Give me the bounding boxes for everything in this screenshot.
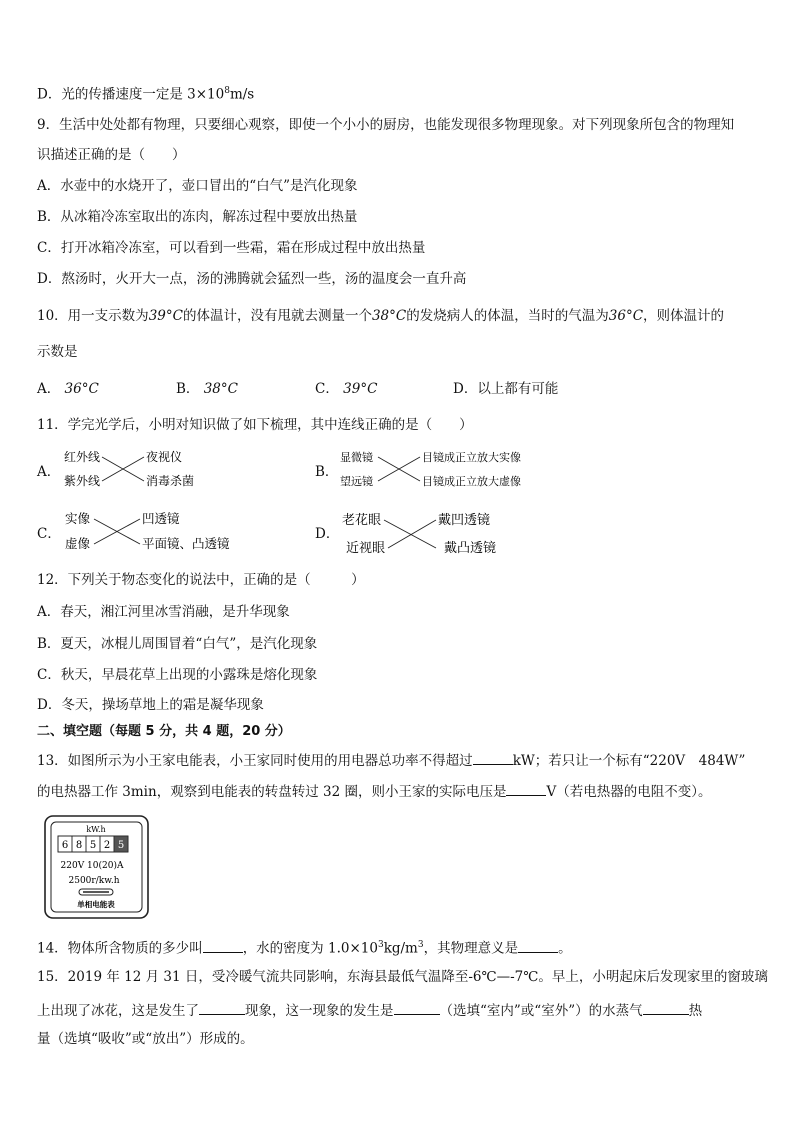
exponent: 8	[224, 86, 230, 96]
q15-line3: 量（选填“吸收”或“放出”）形成的。	[37, 1031, 254, 1047]
answer-blank[interactable]	[203, 938, 243, 953]
q11-option-a-diagram	[62, 447, 222, 491]
q9-option-b: B．从冰箱冷冻室取出的冻肉，解冻过程中要放出热量	[37, 209, 358, 225]
diagram-left-bottom: 紫外线	[64, 474, 101, 488]
q11-option-a-label: A．	[37, 464, 61, 480]
q13-line1	[37, 750, 745, 770]
q14-line	[37, 936, 572, 958]
diagram-right-bottom: 目镜成正立放大虚像	[422, 475, 521, 488]
q14-text: ，水的密度为 1.0×10	[242, 940, 378, 957]
exponent: 3	[417, 940, 424, 950]
diagram-right-bottom: 消毒杀菌	[146, 474, 195, 488]
q15-line1: 15．2019 年 12 月 31 日，受冷暖气流共同影响，东海县最低气温降至-6℃—-7℃。早上，小明起床后发现家里的窗玻璃	[37, 969, 768, 985]
answer-blank[interactable]	[518, 938, 558, 953]
value-38: 38	[203, 381, 221, 397]
meter-digit: 5	[89, 840, 97, 851]
section-heading: 二、填空题（每题 5 分，共 4 题，20 分）	[37, 724, 291, 739]
degree-unit: °C	[360, 381, 378, 397]
diagram-left-bottom: 近视眼	[346, 541, 386, 556]
q12-stem: 12．下列关于物态变化的说法中，正确的是（ ）	[37, 572, 365, 588]
q10-stem-part: ，则体温计的	[643, 308, 725, 324]
q15-text: 热	[688, 1003, 703, 1019]
unit: m/s	[229, 86, 255, 103]
value-39: 39	[148, 308, 166, 324]
diagram-right-top: 夜视仪	[146, 450, 183, 464]
q14-text: 14．物体所含物质的多少叫	[37, 940, 203, 957]
value-36: 36	[64, 381, 82, 397]
q12-option-d: D．冬天，操场草地上的霜是凝华现象	[37, 697, 264, 713]
q11-option-c-diagram	[62, 508, 242, 554]
q15-line2	[37, 1000, 702, 1020]
q13-text: V（若电热器的电阻不变）。	[546, 784, 712, 800]
value-36: 36	[608, 308, 626, 324]
value-39: 39	[343, 381, 361, 397]
meter-constant-label: 2500r/kw.h	[68, 876, 120, 886]
degree-unit: °C	[165, 308, 183, 324]
diagram-left-top: 红外线	[64, 450, 101, 464]
degree-unit: °C	[220, 381, 238, 397]
q9-option-c: C．打开冰箱冷冻室，可以看到一些霜，霜在形成过程中放出热量	[37, 240, 426, 256]
q11-option-b-diagram	[340, 447, 535, 491]
q10-stem-line1	[37, 307, 724, 325]
degree-unit: °C	[389, 308, 407, 324]
exponent: 3	[377, 940, 384, 950]
meter-name-label: 单相电能表	[77, 900, 115, 909]
value-38: 38	[371, 308, 390, 324]
meter-digit: 8	[75, 840, 83, 851]
q10-option-c	[315, 380, 377, 398]
diagram-right-top: 凹透镜	[142, 511, 180, 526]
answer-blank[interactable]	[473, 750, 513, 765]
q8-option-d	[37, 82, 254, 104]
diagram-right-top: 戴凹透镜	[438, 513, 491, 528]
q9-stem-line2: 识描述正确的是（ ）	[37, 147, 186, 163]
q13-text: kW；若只让一个标有“220V 484W”	[512, 753, 746, 769]
diagram-right-bottom: 戴凸透镜	[444, 541, 497, 556]
q11-option-d-label: D．	[315, 526, 340, 542]
q15-text: 上出现了冰花，这是发生了	[37, 1003, 199, 1019]
option-label: C．	[315, 381, 339, 397]
meter-digit-decimal: 5	[117, 840, 125, 851]
q12-option-b: B．夏天，冰棍儿周围冒着“白气”，是汽化现象	[37, 636, 318, 652]
answer-blank[interactable]	[506, 781, 546, 796]
q10-stem-part: 10．用一支示数为	[37, 308, 149, 324]
q10-option-d: D．以上都有可能	[453, 381, 559, 397]
q9-stem-line1: 9．生活中处处都有物理，只要细心观察，即使一个小小的厨房，也能发现很多物理现象。对下列现象所包含的物理知	[37, 117, 735, 133]
q9-option-a: A．水壶中的水烧开了，壶口冒出的“白气”是汽化现象	[37, 178, 358, 194]
q10-option-a	[37, 380, 99, 398]
q13-text: 13．如图所示为小王家电能表，小王家同时使用的用电器总功率不得超过	[37, 753, 473, 769]
q9-option-d: D．熬汤时，火开大一点，汤的沸腾就会猛烈一些，汤的温度会一直升高	[37, 271, 467, 287]
diagram-left-top: 老花眼	[342, 513, 382, 528]
answer-blank[interactable]	[643, 1000, 689, 1015]
meter-digit: 6	[61, 840, 69, 851]
q11-option-d-diagram	[340, 508, 510, 558]
q14-text: 。	[558, 940, 572, 957]
q10-stem-part: 的体温计，没有甩就去测量一个	[182, 308, 372, 324]
q10-stem-line2: 示数是	[37, 344, 78, 360]
meter-rating-label: 220V 10(20)A	[60, 861, 124, 871]
q13-text: 的电热器工作 3min，观察到电能表的转盘转过 32 圈，则小王家的实际电压是	[37, 784, 507, 800]
q8-option-d-text: D．光的传播速度一定是 3×10	[37, 86, 225, 103]
q14-text: ，其物理意义是	[423, 940, 519, 957]
option-label: B．	[176, 381, 200, 397]
meter-digit: 2	[103, 840, 111, 851]
q11-option-b-label: B．	[315, 464, 339, 480]
diagram-right-bottom: 平面镜、凸透镜	[142, 536, 230, 551]
option-label: A．	[37, 381, 61, 397]
q10-option-b	[176, 380, 238, 398]
diagram-right-top: 目镜成正立放大实像	[422, 451, 521, 464]
diagram-left-top: 实像	[65, 511, 91, 526]
meter-digit-window	[58, 836, 128, 852]
degree-unit: °C	[625, 308, 644, 324]
answer-blank[interactable]	[394, 1000, 440, 1015]
q11-stem: 11．学完光学后，小明对知识做了如下梳理，其中连线正确的是（ ）	[37, 417, 473, 433]
q13-line2	[37, 781, 711, 801]
answer-blank[interactable]	[199, 1000, 245, 1015]
q12-option-c: C．秋天，早晨花草上出现的小露珠是熔化现象	[37, 667, 318, 683]
q14-text: kg/m	[383, 940, 418, 957]
electric-meter-figure	[44, 815, 150, 920]
degree-unit: °C	[81, 381, 99, 397]
meter-unit-label: kW.h	[86, 825, 106, 834]
q15-text: （选填“室内”或“室外”）的水蒸气	[439, 1003, 643, 1019]
diagram-left-top: 显微镜	[340, 451, 373, 464]
q15-text: 现象，这一现象的发生是	[245, 1003, 394, 1019]
q12-option-a: A．春天，湘江河里冰雪消融，是升华现象	[37, 604, 290, 620]
diagram-left-bottom: 望远镜	[340, 475, 373, 488]
diagram-left-bottom: 虚像	[65, 536, 91, 551]
q10-stem-part: 的发烧病人的体温，当时的气温为	[406, 308, 609, 324]
q11-option-c-label: C．	[37, 526, 61, 542]
